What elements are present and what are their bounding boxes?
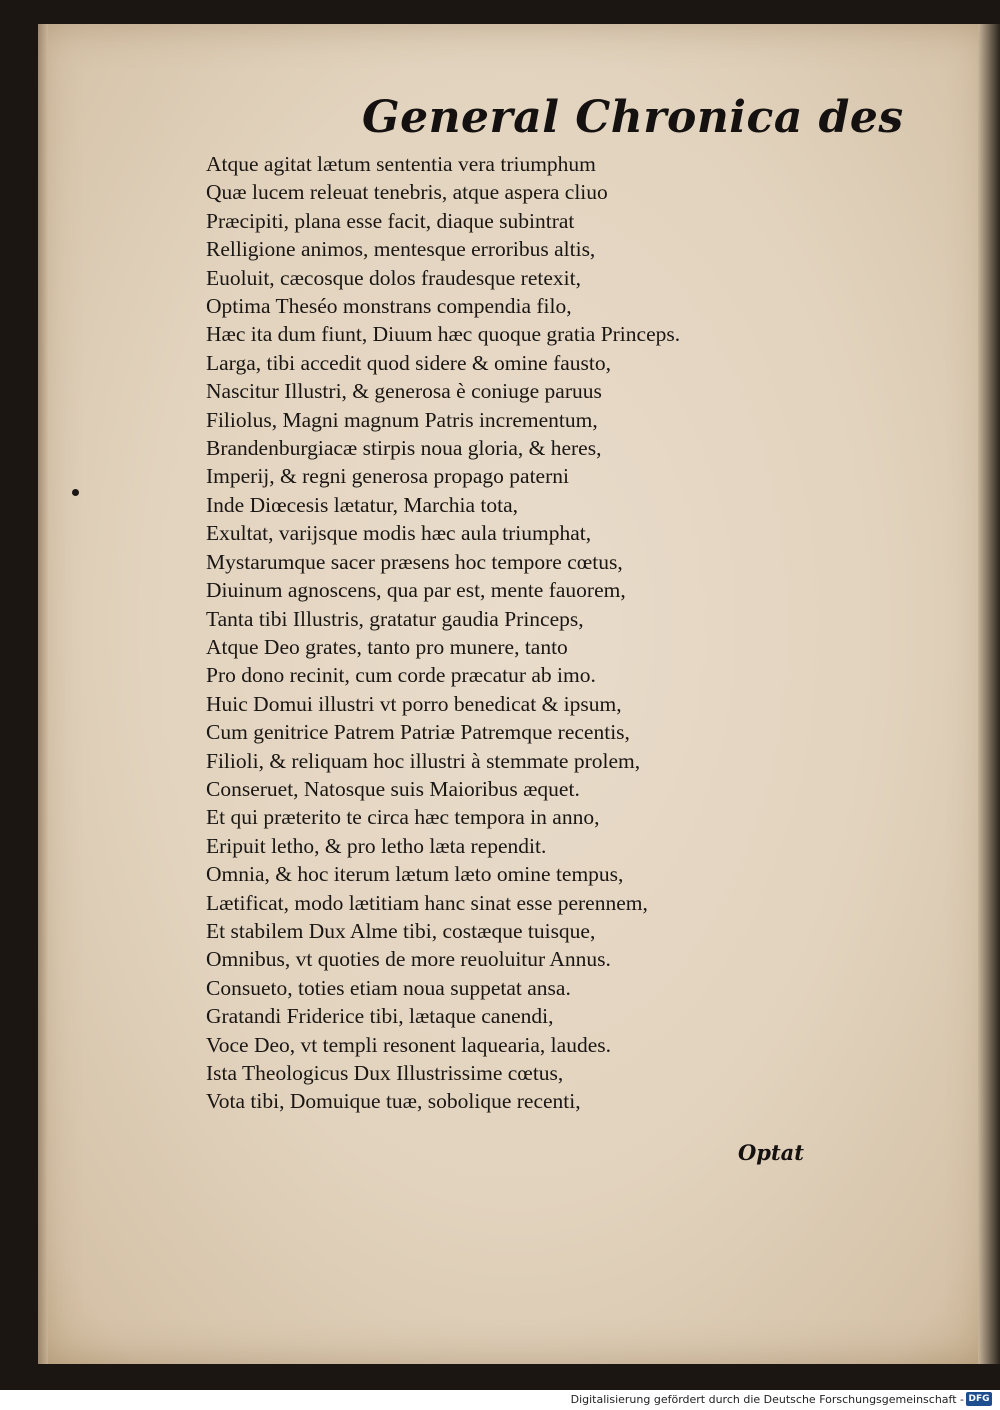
verse-line: Vota tibi, Domuique tuæ, sobolique recenti, xyxy=(206,1089,581,1114)
verse-line: Brandenburgiacæ stirpis noua gloria, & heres, xyxy=(206,436,602,461)
verse-line: Pro dono recinit, cum corde præcatur ab imo. xyxy=(206,663,596,688)
funding-credit-text: Digitalisierung gefördert durch die Deutsche Forschungsgemeinschaft - xyxy=(570,1393,964,1406)
verse-line: Omnia, & hoc iterum lætum læto omine tempus, xyxy=(206,862,624,887)
verse-line: Et qui præterito te circa hæc tempora in anno, xyxy=(206,805,600,830)
verse-line: Diuinum agnoscens, qua par est, mente fauorem, xyxy=(206,578,626,603)
verse-line: Voce Deo, vt templi resonent laquearia, laudes. xyxy=(206,1032,611,1057)
verse-line: Relligione animos, mentesque erroribus altis, xyxy=(206,237,596,262)
verse-line: Mystarumque sacer præsens hoc tempore cœtus, xyxy=(206,549,623,574)
verse-line: Filioli, & reliquam hoc illustri à stemmate prolem, xyxy=(206,748,641,773)
verse-line: Filiolus, Magni magnum Patris incrementum, xyxy=(206,407,598,432)
verse-line: Præcipiti, plana esse facit, diaque subintrat xyxy=(206,208,575,233)
verse-line: Gratandi Friderice tibi, lætaque canendi, xyxy=(206,1004,554,1029)
verse-block xyxy=(206,150,826,1116)
catchword: Optat xyxy=(738,1140,804,1165)
verse-line: Larga, tibi accedit quod sidere & omine fausto, xyxy=(206,350,611,375)
verse-line: Conseruet, Natosque suis Maioribus æquet. xyxy=(206,776,580,801)
page-right-edge xyxy=(978,24,1000,1364)
verse-line: Tanta tibi Illustris, gratatur gaudia Princeps, xyxy=(206,606,584,631)
verse-line: Cum genitrice Patrem Patriæ Patremque recentis, xyxy=(206,720,630,745)
verse-line: Atque agitat lætum sententia vera triumphum xyxy=(206,152,596,176)
verse-line: Nascitur Illustri, & generosa è coniuge paruus xyxy=(206,379,602,404)
verse-line: Ista Theologicus Dux Illustrissime cœtus, xyxy=(206,1061,564,1085)
verse-line: Eripuit letho, & pro letho læta rependit. xyxy=(206,833,547,858)
verse-line: Hæc ita dum fiunt, Diuum hæc quoque gratia Princeps. xyxy=(206,322,681,347)
verse-line: Quæ lucem releuat tenebris, atque aspera cliuo xyxy=(206,180,608,205)
verse-line: Omnibus, vt quoties de more reuoluitur Annus. xyxy=(206,947,611,972)
verse-line: Huic Domui illustri vt porro benedicat & ipsum, xyxy=(206,691,622,716)
verse-line: Consueto, toties etiam noua suppetat ansa. xyxy=(206,975,571,1000)
running-head: General Chronica des xyxy=(362,92,904,143)
dfg-logo: DFG xyxy=(966,1392,992,1406)
verse-line: Euoluit, cæcosque dolos fraudesque retexit, xyxy=(206,265,581,290)
verse-line: Atque Deo grates, tanto pro munere, tanto xyxy=(206,634,568,659)
page-binding-edge xyxy=(38,24,48,1364)
verse-line: Inde Diœcesis lætatur, Marchia tota, xyxy=(206,492,518,517)
verse-line: Et stabilem Dux Alme tibi, costæque tuisque, xyxy=(206,918,596,943)
margin-ink-mark xyxy=(72,489,79,496)
verse-line: Imperij, & regni generosa propago paterni xyxy=(206,464,569,489)
verse-line: Lætificat, modo lætitiam hanc sinat esse perennem, xyxy=(206,890,648,915)
verse-line: Optima Theséo monstrans compendia filo, xyxy=(206,294,572,319)
verse-line: Exultat, varijsque modis hæc aula triumphat, xyxy=(206,521,592,546)
